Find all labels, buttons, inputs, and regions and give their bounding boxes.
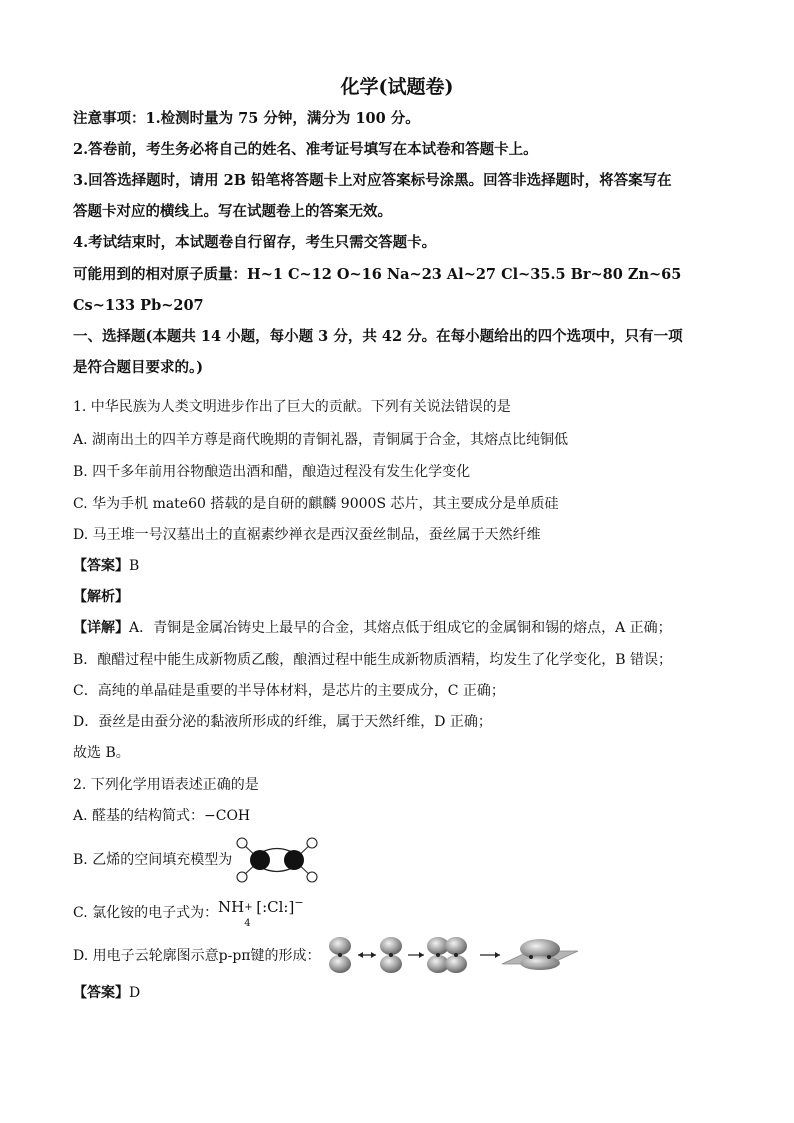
note-4: 4.考试结束时，本试题卷自行留存，考生只需交答题卡。 <box>73 234 437 251</box>
q1-analysis-label: 【解析】 <box>73 589 129 605</box>
q1-answer <box>73 556 139 576</box>
q2-answer: 【答案】D <box>73 985 141 1001</box>
q2-option-a: A. 醛基的结构简式：−COH <box>73 808 251 824</box>
answer-value: B <box>129 558 140 574</box>
q1-detail-1: 【详解】A．青铜是金属冶铸史上最早的合金，其熔点低于组成它的金属铜和锡的熔点，A 正确； <box>73 620 672 636</box>
q1-conclusion: 故选 B。 <box>73 745 130 761</box>
q2-option-c: C. 氯化铵的电子式为： <box>73 905 219 921</box>
q2-option-b: B. 乙烯的空间填充模型为 <box>73 852 233 868</box>
q1-detail-4: D．蚕丝是由蚕分泌的黏液所形成的纤维，属于天然纤维，D 正确； <box>73 714 492 730</box>
atomic-mass-line-2: Cs~133 Pb~207 <box>73 297 204 314</box>
q1-detail-3: C．高纯的单晶硅是重要的半导体材料，是芯片的主要成分，C 正确； <box>73 683 505 699</box>
answer-label: 【答案】 <box>73 558 129 574</box>
aldehyde-formula: −COH <box>204 808 251 824</box>
ammonium-chloride-formula: NH + 4 [:Cl:]− <box>218 896 304 929</box>
ethylene-space-filling-model <box>230 836 324 884</box>
atomic-mass-line-1: 可能用到的相对原子质量：H~1 C~12 O~16 Na~23 Al~27 Cl~35.5 Br~80 Zn~65 <box>73 266 682 283</box>
section-heading-b: 是符合题目要求的。) <box>73 359 204 376</box>
q1-option-c: C. 华为手机 mate60 搭载的是自研的麒麟 9000S 芯片，其主要成分是单质硅 <box>73 496 559 512</box>
pp-pi-bond-orbital-diagram <box>324 936 580 974</box>
q2-stem: 2. 下列化学用语表述正确的是 <box>73 777 259 793</box>
detail-label: 【详解】 <box>73 620 129 636</box>
section-heading-a: 一、选择题(本题共 14 小题，每小题 3 分，共 42 分。在每小题给出的四个选项中，只有一项 <box>73 328 683 345</box>
bond-type: p-pπ <box>218 948 251 964</box>
q1-detail-2: B．酿醋过程中能生成新物质乙酸，酿酒过程中能生成新物质酒精，均发生了化学变化，B 错误； <box>73 652 673 668</box>
q1-option-a: A. 湖南出土的四羊方尊是商代晚期的青铜礼器，青铜属于合金，其熔点比纯铜低 <box>73 432 569 448</box>
q2-option-d: D. 用电子云轮廓图示意p-pπ键的形成： <box>73 948 321 964</box>
q1-stem: 1. 中华民族为人类文明进步作出了巨大的贡献。下列有关说法错误的是 <box>73 399 511 415</box>
note-3a: 3.回答选择题时，请用 2B 铅笔将答题卡上对应答案标号涂黑。回答非选择题时，将答案写在 <box>73 172 672 189</box>
note-2: 2.答卷前，考生务必将自己的姓名、准考证号填写在本试卷和答题卡上。 <box>73 141 538 158</box>
q1-option-b: B. 四千多年前用谷物酿造出酒和醋，酿造过程没有发生化学变化 <box>73 464 471 480</box>
q1-option-d: D. 马王堆一号汉墓出土的直裾素纱禅衣是西汉蚕丝制品，蚕丝属于天然纤维 <box>73 527 541 543</box>
note-1: 注意事项：1.检测时量为 75 分钟，满分为 100 分。 <box>73 110 420 127</box>
page-title: 化学(试题卷) <box>340 76 454 98</box>
note-3b: 答题卡对应的横线上。写在试题卷上的答案无效。 <box>73 203 392 220</box>
